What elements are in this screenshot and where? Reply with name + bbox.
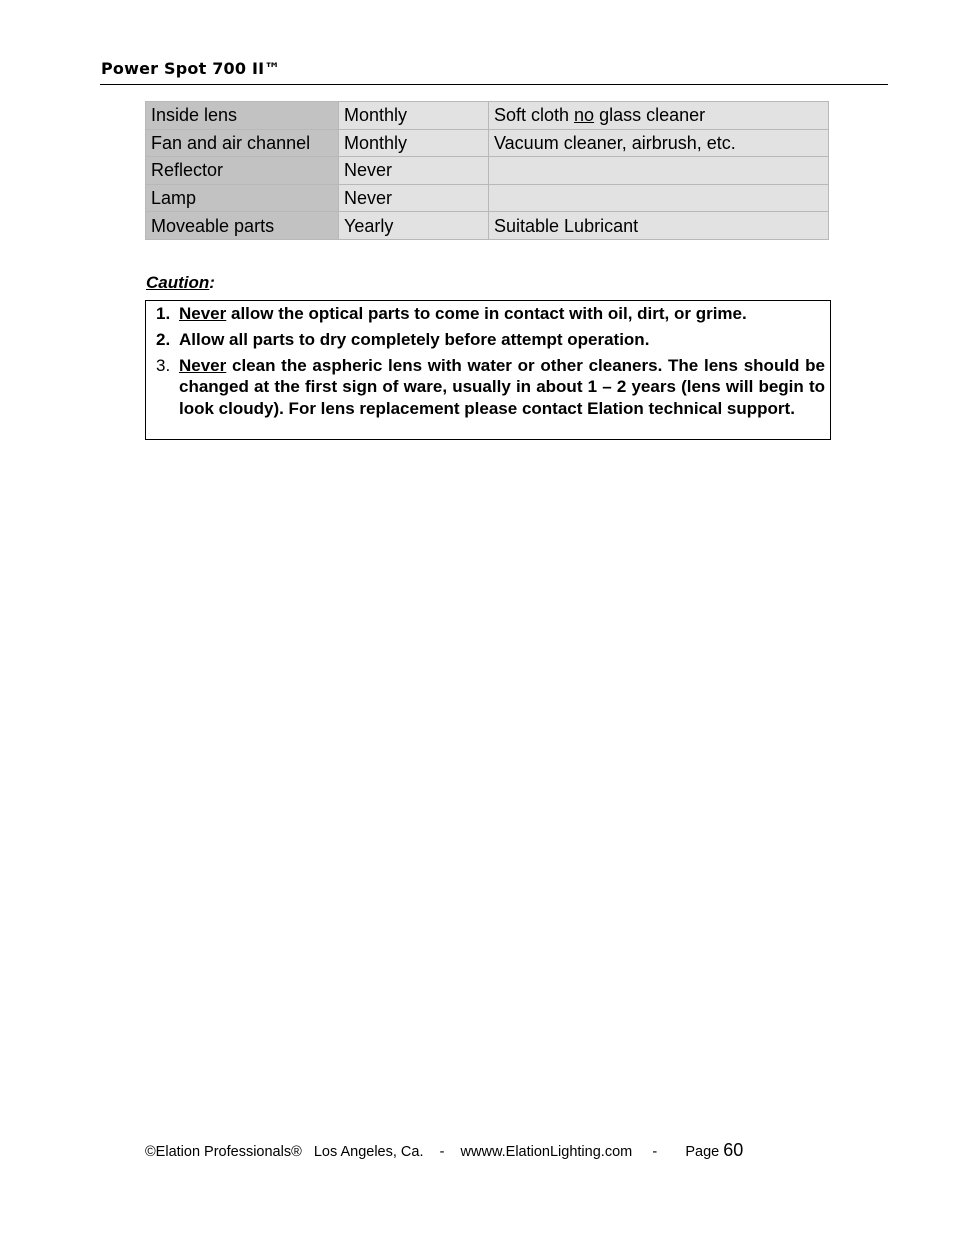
header-divider [100, 84, 888, 85]
table-cell-part: Fan and air channel [146, 129, 339, 157]
table-row [146, 157, 829, 185]
method-emphasis: no [574, 105, 595, 126]
table-cell-interval: Monthly [339, 102, 489, 130]
table-cell-method [489, 157, 829, 185]
caution-box [145, 300, 831, 440]
list-item-body: Allow all parts to dry completely before attempt operation. [179, 329, 650, 349]
table-row [146, 129, 829, 157]
table-cell-interval: Never [339, 157, 489, 185]
list-item [156, 329, 825, 350]
table-row [146, 212, 829, 240]
list-item-number: 3. [156, 355, 171, 375]
list-item-text [179, 303, 825, 324]
list-item [156, 303, 825, 324]
list-item-number: 2. [156, 329, 171, 349]
table-cell-part: Lamp [146, 184, 339, 212]
table-cell-method [489, 129, 829, 157]
method-text: Suitable Lubricant [494, 215, 639, 236]
table-cell-interval: Yearly [339, 212, 489, 240]
page-number: 60 [723, 1140, 744, 1160]
table-cell-part: Moveable parts [146, 212, 339, 240]
method-text: Vacuum cleaner, airbrush, etc. [494, 132, 736, 153]
caution-heading-text: Caution [146, 273, 210, 292]
table-cell-interval: Monthly [339, 129, 489, 157]
list-item-body: clean the aspheric lens with water or other cleaners. The lens should be changed at the first sign of ware, usually in about 1 – 2 years (lens will begin to look cloudy). For lens replacement please contact Elation technical support. [179, 355, 825, 418]
list-item-text [179, 355, 825, 419]
footer-text: ©Elation Professionals® Los Angeles, Ca. - wwww.ElationLighting.com - Page [145, 1144, 724, 1160]
maintenance-table [145, 101, 829, 240]
list-item-emphasis: Never [179, 304, 227, 323]
list-item-emphasis: Never [179, 355, 227, 375]
table-row [146, 102, 829, 130]
page-header-title: Power Spot 700 II™ [101, 59, 281, 78]
table-cell-part: Reflector [146, 157, 339, 185]
method-text: glass cleaner [594, 105, 706, 126]
page-footer [145, 1140, 743, 1161]
table-cell-interval: Never [339, 184, 489, 212]
table-cell-method [489, 212, 829, 240]
method-text: Soft cloth [494, 105, 575, 126]
table-cell-method [489, 184, 829, 212]
list-item-body: allow the optical parts to come in contact with oil, dirt, or grime. [226, 304, 747, 323]
table-cell-method [489, 102, 829, 130]
table-cell-part: Inside lens [146, 102, 339, 130]
caution-heading-suffix: : [209, 273, 215, 292]
list-item [156, 355, 825, 419]
list-item-number: 1. [156, 304, 171, 323]
list-item-text [179, 329, 825, 350]
caution-heading [146, 273, 215, 293]
table-row [146, 184, 829, 212]
